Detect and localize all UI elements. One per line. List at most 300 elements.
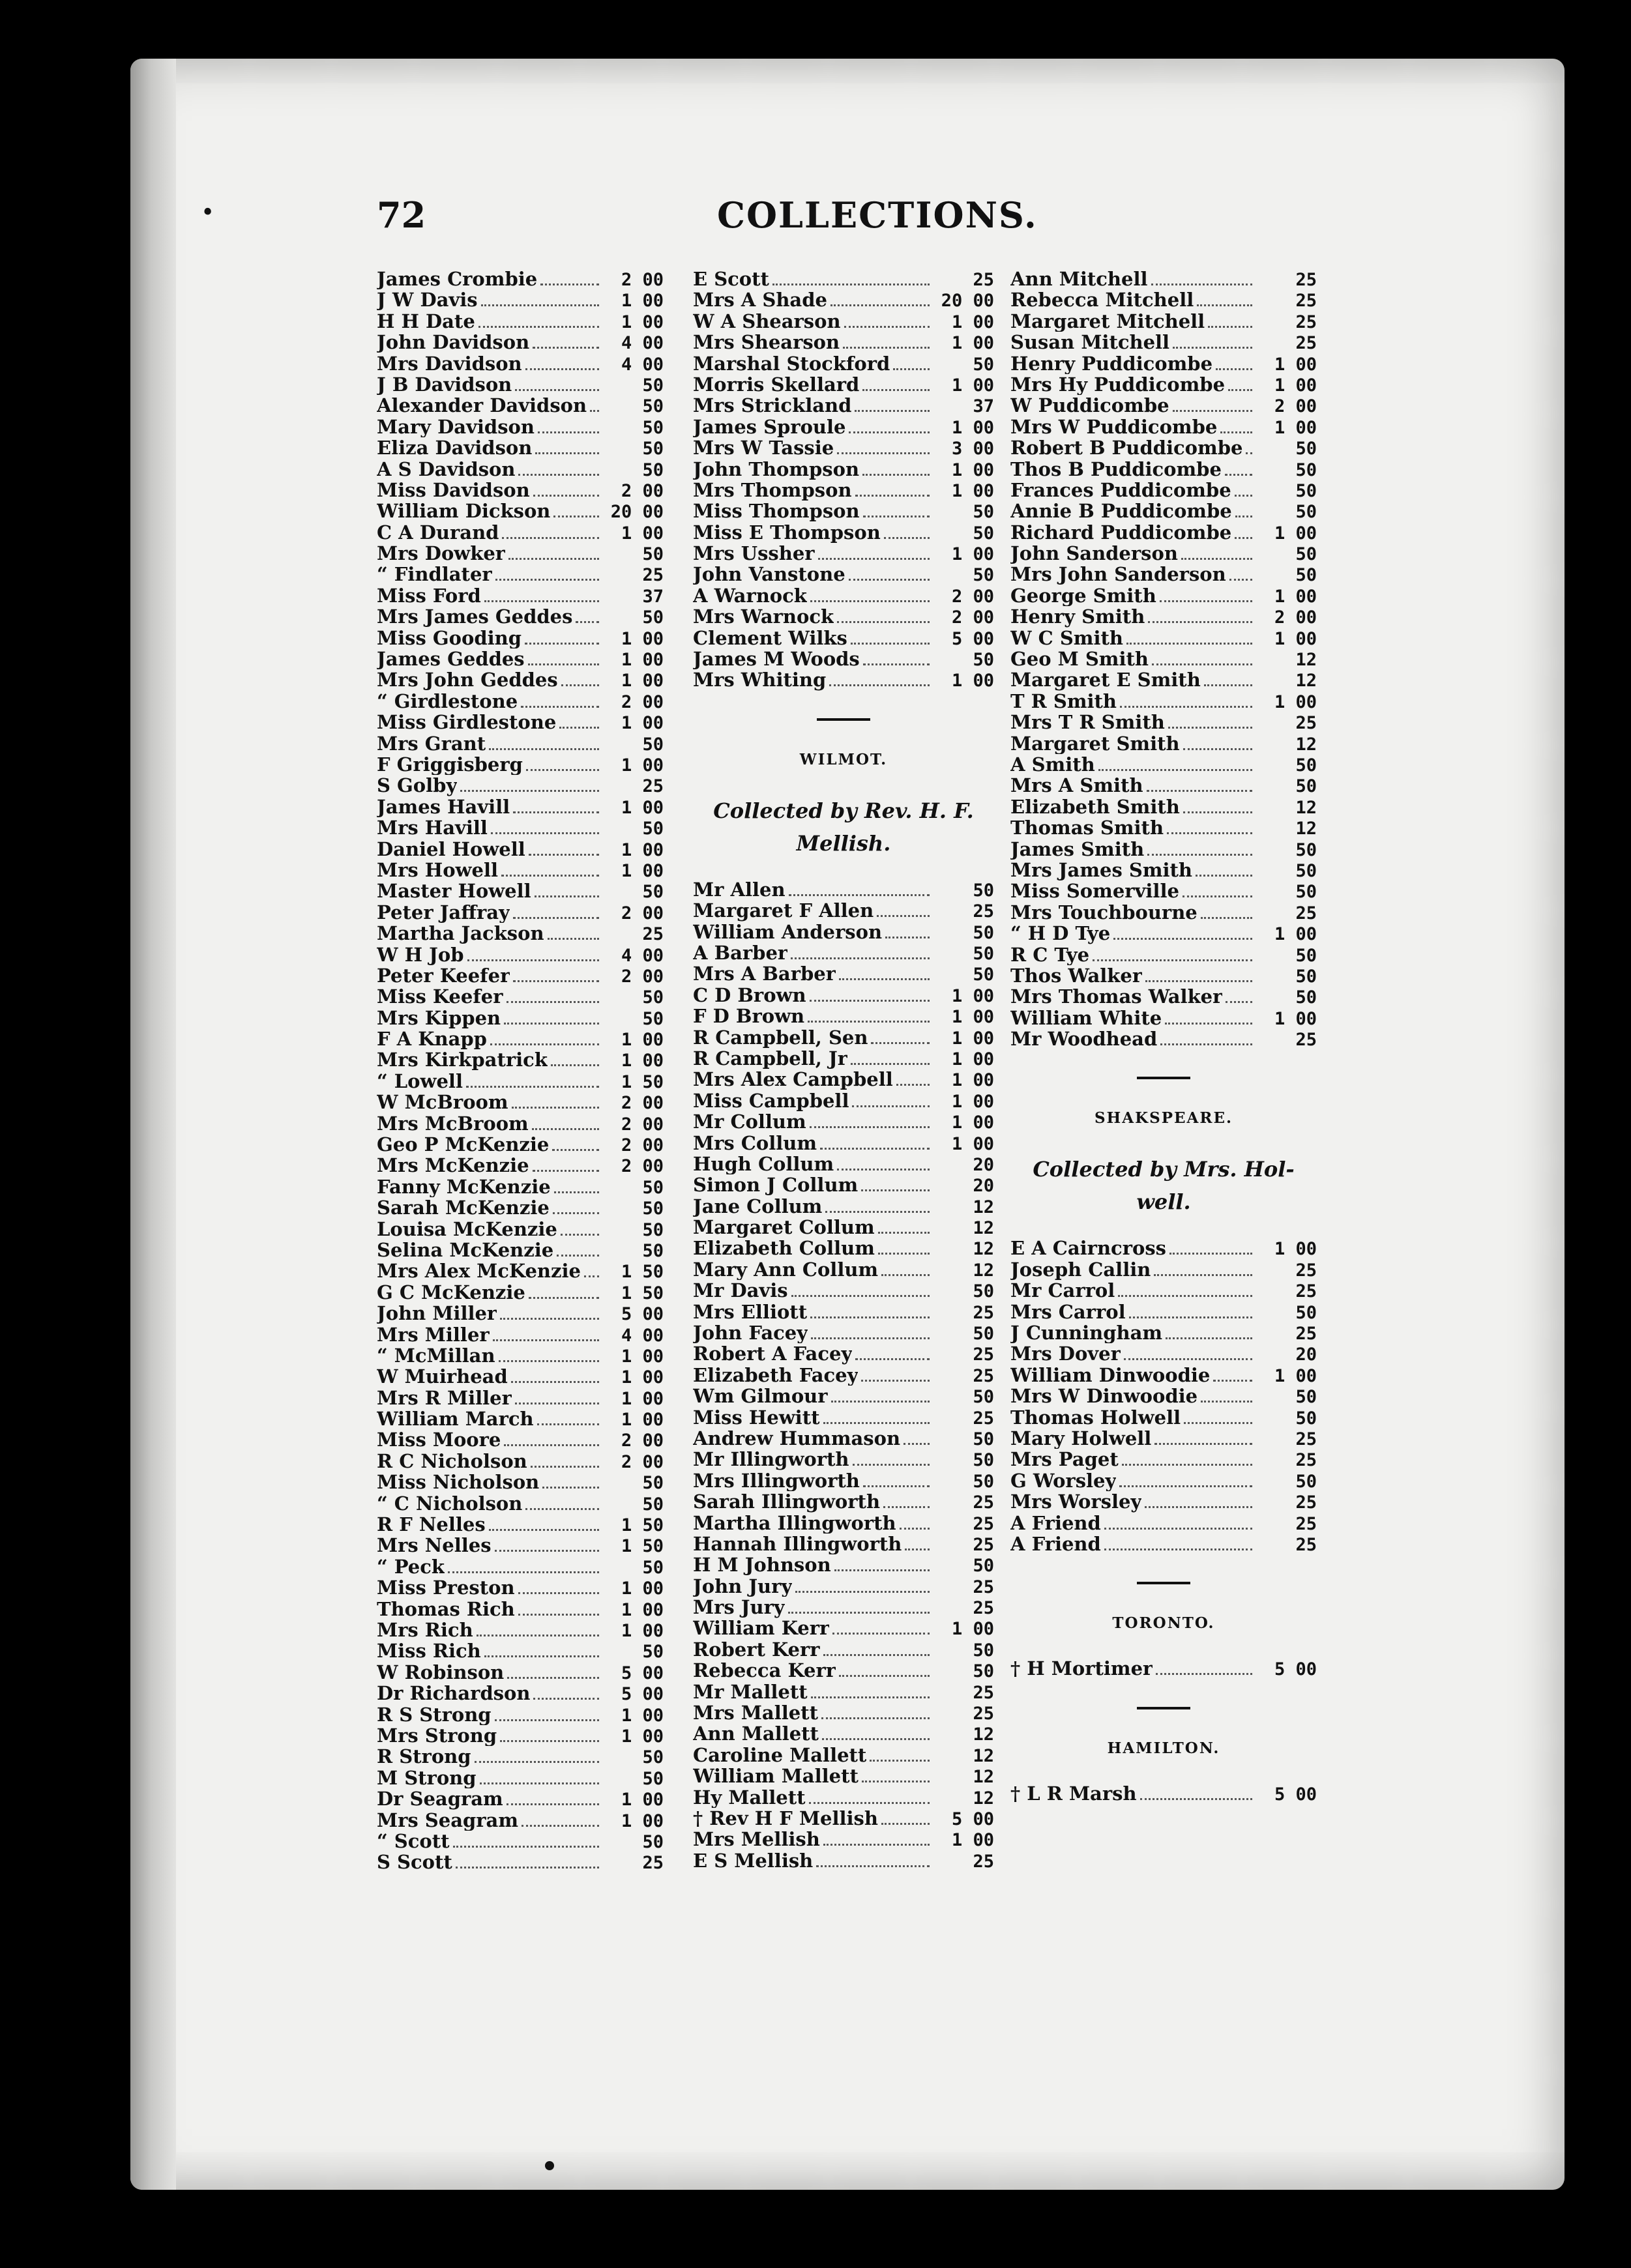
entry-name: Mrs James Geddes [377,606,573,628]
entry-amount: 50 [642,544,664,565]
entry-amount: 50 [1295,945,1317,966]
entry-amount: 25 [642,1853,664,1874]
entry-amount: 25 [1295,1492,1317,1513]
dot-leader [590,410,599,412]
entry-name: Fanny McKenzie [377,1176,551,1198]
dot-leader [526,769,599,771]
entry-amount: 5 00 [951,628,994,649]
entry-amount: 12 [973,1239,994,1260]
dot-leader [1119,1485,1252,1487]
dot-leader [529,1297,599,1299]
entry-name: Mrs Kirkpatrick [377,1049,548,1071]
entry-amount: 25 [973,1534,994,1555]
list-item [693,922,994,942]
dot-leader [1208,326,1252,328]
list-item [693,1702,994,1723]
entry-amount: 2 00 [1274,396,1317,417]
entry-amount: 50 [642,1240,664,1261]
dot-leader [584,1275,599,1277]
dot-leader [878,1253,930,1255]
dot-leader [1183,811,1252,813]
list-item [377,1556,664,1577]
entry-amount: 2 00 [621,1451,664,1472]
entry-amount: 25 [973,1682,994,1703]
entry-amount: 1 00 [951,312,994,332]
list-item [693,480,994,501]
dot-leader [466,1086,599,1088]
entry-amount: 25 [973,1302,994,1323]
entry-name: Robert Kerr [693,1638,820,1661]
entry-amount: 50 [973,1640,994,1661]
entry-amount: 50 [642,882,664,903]
entry-amount: 1 00 [951,671,994,691]
entry-name: A Friend [1010,1512,1101,1534]
entry-name: Mrs John Geddes [377,669,558,691]
entry-name: Mrs Howell [377,859,498,881]
list-item [1010,606,1317,627]
list-item [693,1343,994,1364]
entry-name: R Campbell, Sen [693,1026,868,1048]
dot-leader [507,1803,599,1805]
dot-leader [561,1234,599,1236]
collector-line-1: Collected by Rev. H. F. [713,798,974,823]
entry-amount: 50 [973,523,994,544]
list-item [693,1217,994,1238]
entry-amount: 1 00 [1274,1239,1317,1260]
dot-leader [884,537,930,539]
entry-name: Simon J Collum [693,1174,859,1196]
list-item [1010,965,1317,986]
entry-amount: 1 00 [621,1790,664,1810]
entry-name: Mrs Nelles [377,1535,492,1556]
list-item [693,900,994,921]
dot-leader [831,1401,930,1403]
entry-amount: 25 [1295,1281,1317,1302]
entry-name: E S Mellish [693,1850,814,1872]
entry-name: Susan Mitchell [1010,332,1170,353]
dot-leader [1148,621,1252,623]
list-item [693,1133,994,1154]
collector-line [1010,1153,1317,1218]
entry-name: Peter Jaffray [377,901,510,923]
dot-leader [508,558,599,560]
section-heading-shakspeare: SHAKSPEARE. [1094,1109,1233,1127]
entry-name: Master Howell [377,880,531,902]
dot-leader [844,326,930,328]
entry-amount: 1 00 [621,1810,664,1831]
entry-name: Mrs Thomas Walker [1010,986,1223,1008]
dot-leader [552,1149,599,1151]
dot-leader [893,368,930,370]
entry-amount: 2 00 [621,966,664,987]
entry-amount: 50 [1295,502,1317,523]
entry-amount: 50 [1295,459,1317,480]
entry-name: Sarah Illingworth [693,1491,881,1513]
dot-leader [513,980,599,982]
entry-amount: 12 [973,1767,994,1788]
list-item [377,1683,664,1704]
entry-amount: 1 00 [951,1091,994,1112]
entry-amount: 1 00 [621,291,664,312]
dot-leader [1235,516,1252,517]
entry-name: Mrs McBroom [377,1112,529,1135]
list-item [1010,1280,1317,1301]
dot-leader [791,1295,930,1297]
section-rule [1137,1582,1190,1584]
dot-leader [839,978,930,980]
dot-leader [863,1485,930,1487]
entry-name: John Thompson [693,458,860,480]
dot-leader [1225,474,1252,476]
list-item [693,1259,994,1280]
list-item [1010,543,1317,564]
entry-name: Elizabeth Facey [693,1364,859,1386]
dot-leader [522,1825,599,1827]
dot-leader [518,1592,599,1594]
list-item [1010,1343,1317,1364]
entry-amount: 1 00 [621,1367,664,1388]
entry-name: John Sanderson [1010,543,1178,564]
entry-amount: 12 [973,1724,994,1745]
dot-leader [531,1466,599,1468]
dot-leader [1152,663,1252,665]
list-item [693,332,994,353]
dot-leader [502,537,599,539]
dot-leader [493,1339,599,1341]
dot-leader [1160,600,1252,602]
list-item [377,817,664,838]
entry-amount: 1 00 [621,650,664,671]
entry-amount: 1 00 [951,417,994,438]
entry-name: Marshal Stockford [693,353,890,374]
entry-amount: 20 00 [610,502,664,523]
dot-leader [855,1358,930,1360]
entry-amount: 1 00 [1274,354,1317,375]
list-item [377,1599,664,1620]
list-item [377,1620,664,1640]
entry-amount: 50 [642,1557,664,1578]
entry-amount: 5 00 [951,1809,994,1829]
entry-amount: 1 00 [621,1410,664,1431]
list-item [377,1071,664,1092]
dot-leader [489,1529,599,1531]
list-item [377,564,664,585]
list-item [377,712,664,733]
dot-leader [489,748,599,750]
entry-name: William Dickson [377,501,551,522]
entry-name: Mrs A Smith [1010,775,1143,796]
dot-leader [513,917,599,919]
dot-leader [811,1696,930,1698]
entry-amount: 50 [642,1219,664,1240]
dot-leader [490,1043,599,1045]
dot-leader [1229,579,1252,581]
entry-amount: 2 00 [621,1431,664,1451]
dot-leader [816,1865,930,1867]
dot-leader [500,1740,599,1742]
entry-amount: 25 [1295,1030,1317,1051]
dot-leader [849,431,930,433]
list-item [377,1345,664,1366]
entry-amount: 1 00 [621,1621,664,1641]
dot-leader [1098,769,1252,771]
entry-name: Mrs Seagram [377,1809,519,1831]
entry-name: Margaret F Allen [693,900,874,922]
entry-name: Thomas Rich [377,1598,515,1620]
list-item [377,733,664,754]
dot-leader [453,1846,599,1848]
entry-amount: 50 [1295,755,1317,776]
list-item [693,1301,994,1322]
list-item [377,1008,664,1028]
entry-amount: 50 [1295,882,1317,903]
entry-amount: 25 [642,776,664,797]
entry-amount: 1 50 [621,1515,664,1536]
section-rule [1137,1707,1190,1709]
list-item [1010,796,1317,817]
entry-amount: 12 [1295,650,1317,671]
entry-amount: 50 [973,880,994,901]
entry-amount: 25 [1295,291,1317,312]
entry-name: Margaret Smith [1010,733,1180,754]
entry-amount: 1 00 [951,544,994,565]
entry-amount: 1 00 [951,1619,994,1640]
list-item [377,754,664,775]
entry-name: † L R Marsh [1010,1782,1137,1805]
dot-leader [1173,347,1252,349]
entry-amount: 50 [642,439,664,459]
entry-name: Mrs A Shade [693,289,827,311]
dot-leader [839,1675,930,1677]
dot-leader [863,663,930,665]
entry-amount: 2 00 [951,607,994,628]
entry-amount: 50 [1295,1387,1317,1408]
entry-amount: 1 00 [621,755,664,776]
dot-leader [495,579,599,581]
list-item [377,986,664,1007]
entry-list [693,879,994,1871]
dot-leader [515,1403,599,1404]
entry-name: Miss Gooding [377,627,522,649]
list-item [693,1365,994,1386]
entry-name: Miss Hewitt [693,1406,820,1428]
dot-leader [500,1318,599,1320]
entry-name: Joseph Callin [1010,1258,1151,1281]
dot-leader [1183,895,1252,897]
entry-name: William Kerr [693,1618,830,1639]
entry-name: Jane Collum [693,1195,823,1217]
dot-leader [1104,1548,1252,1550]
entry-name: Miss E Thompson [693,521,881,544]
list-item [377,1704,664,1725]
dot-leader [1154,1274,1252,1276]
list-item [693,289,994,310]
dot-leader [535,895,599,897]
list-item [693,648,994,669]
entry-amount: 1 00 [1274,523,1317,544]
list-item [693,1090,994,1111]
entry-list [1010,1238,1317,1554]
list-item [1010,1470,1317,1491]
list-item [693,1618,994,1638]
dot-leader [837,621,930,623]
entry-amount: 1 00 [951,1133,994,1154]
entry-amount: 1 00 [621,797,664,818]
page-gutter [130,59,176,2190]
list-item [1010,289,1317,310]
entry-amount: 1 00 [1274,1008,1317,1029]
entry-amount: 5 00 [1274,1784,1317,1805]
list-item [693,1534,994,1554]
entry-name: Mrs Davidson [377,353,522,374]
entry-amount: 25 [1295,1260,1317,1281]
list-item [377,543,664,564]
list-item [693,1681,994,1702]
dot-leader [491,832,599,834]
entry-name: Mrs Collum [693,1132,817,1154]
entry-amount: 25 [973,1851,994,1872]
entry-amount: 12 [1295,819,1317,839]
list-item [377,965,664,986]
section-rule [817,718,870,721]
entry-list [1010,1783,1317,1804]
entry-name: Mrs Havill [377,817,488,839]
dot-leader [533,1170,599,1172]
dot-leader [460,790,599,792]
running-head: COLLECTIONS. [717,194,1038,236]
entry-name: “ Peck [377,1556,445,1578]
dot-leader [855,410,930,412]
dot-leader [871,1042,930,1044]
entry-amount: 25 [973,901,994,922]
entry-name: William White [1010,1007,1162,1029]
entry-list [1010,1658,1317,1679]
list-item [1010,1534,1317,1554]
entry-amount: 50 [973,1556,994,1577]
dot-leader [475,1761,599,1763]
dot-leader [1196,875,1252,877]
entry-name: John Jury [693,1575,793,1597]
dot-leader [834,1569,930,1571]
dot-leader [1173,410,1252,412]
entry-name: Mrs Dowker [377,543,506,564]
dot-leader [852,1105,930,1107]
list-item [1010,585,1317,606]
entry-name: Martha Jackson [377,923,544,944]
list-item [377,1388,664,1408]
dot-leader [1145,980,1252,982]
entry-name: Mrs Alex Campbell [693,1069,893,1090]
entry-name: Mrs Illingworth [693,1470,860,1492]
dot-leader [1183,748,1252,750]
dot-leader [849,579,930,581]
dot-leader [1124,1358,1252,1360]
list-item [1010,501,1317,521]
entry-amount: 5 00 [621,1663,664,1683]
entry-name: Mary Davidson [377,416,535,438]
list-item [377,1514,664,1535]
list-item [377,1366,664,1387]
list-item [693,1660,994,1681]
section-rule [1137,1077,1190,1079]
entry-amount: 1 00 [951,985,994,1006]
dot-leader [481,304,599,306]
list-item [1010,628,1317,648]
collector-line-2: Mellish. [796,830,891,856]
entry-name: T R Smith [1010,690,1117,712]
entry-name: Miss Girdlestone [377,712,557,733]
list-item [1010,480,1317,501]
dot-leader [504,1444,599,1446]
dot-leader [477,1635,599,1636]
dot-leader [837,452,930,454]
list-item [377,1260,664,1281]
entry-name: S Golby [377,775,458,796]
entry-amount: 25 [642,924,664,945]
entry-name: James M Woods [693,648,860,670]
dot-leader [1113,938,1252,940]
dot-leader [862,389,930,391]
list-item [377,606,664,627]
entry-amount: 1 00 [951,480,994,501]
dot-leader [1156,1673,1252,1675]
list-item [377,1640,664,1661]
list-item [1010,437,1317,458]
entry-name: Mr Collum [693,1111,806,1133]
entry-name: John Miller [377,1303,497,1324]
dot-leader [1246,452,1252,454]
entry-name: Miss Thompson [693,501,860,522]
entry-amount: 50 [1295,1471,1317,1492]
list-item [693,543,994,564]
entry-amount: 3 00 [951,439,994,459]
entry-name: W Puddicombe [1010,395,1169,416]
dot-leader [467,959,599,961]
dot-leader [1235,495,1252,497]
list-item [377,648,664,669]
dot-leader [495,1719,599,1721]
dot-leader [1126,643,1252,645]
list-item [693,1597,994,1618]
dot-leader [518,474,599,476]
dot-leader [823,1422,930,1424]
entry-name: Mrs Strong [377,1724,497,1747]
entry-amount: 50 [1295,860,1317,881]
dot-leader [772,284,930,285]
dot-leader [870,1760,930,1762]
entry-name: Miss Preston [377,1577,515,1599]
list-item [693,1470,994,1491]
entry-name: Mrs Grant [377,733,486,754]
dot-leader [861,1380,930,1382]
entry-name: Mrs A Barber [693,963,836,985]
entry-list [1010,269,1317,1049]
dot-leader [1169,1253,1252,1255]
entry-amount: 1 00 [1274,628,1317,649]
dot-leader [837,1169,930,1170]
dot-leader [448,1571,599,1573]
list-item [693,269,994,289]
dot-leader [823,1654,930,1656]
entry-name: Mr Illingworth [693,1449,849,1470]
entry-amount: 25 [1295,1450,1317,1471]
entry-name: H M Johnson [693,1554,831,1576]
entry-amount: 50 [973,1471,994,1492]
entry-amount: 50 [642,1494,664,1515]
list-item [1010,1365,1317,1386]
entry-name: Mrs McKenzie [377,1155,529,1176]
list-item [693,1639,994,1660]
